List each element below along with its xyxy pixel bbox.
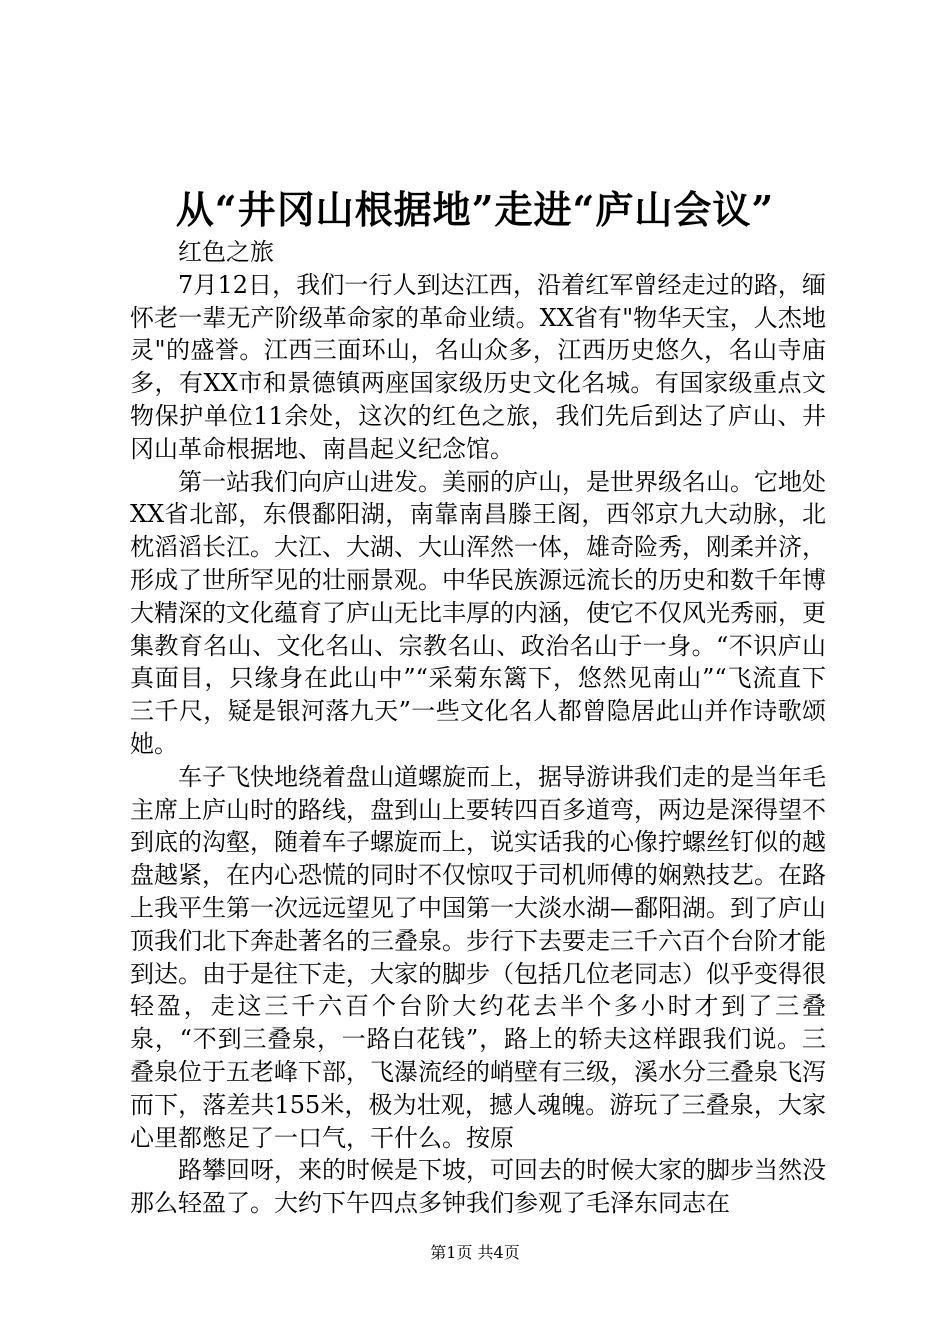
document-title: 从“井冈山根据地”走进“庐山会议” (175, 187, 775, 232)
paragraph: 第一站我们向庐山进发。美丽的庐山，是世界级名山。它地处XX省北部，东偎鄱阳湖，南靠南昌滕王阁，西邻京九大动脉，北枕滔滔长江。大江、大湖、大山浑然一体，雄奇险秀，刚柔并济，形成了世所罕见的壮丽景观。中华民族源远流长的历史和数千年博大精深的文化蕴育了庐山无比丰厚的内涵，使它不仅风光秀丽，更集教育名山、文化名山、宗教名山、政治名山于一身。“不识庐山真面目，只缘身在此山中”“采菊东篱下，悠然见南山”“飞流直下三千尺，疑是银河落九天”一些文化名人都曾隐居此山并作诗歌颂她。 (130, 467, 826, 758)
paragraph: 车子飞快地绕着盘山道螺旋而上，据导游讲我们走的是当年毛主席上庐山时的路线，盘到山上要转四百多道弯，两边是深得望不到底的沟壑，随着车子螺旋而上，说实话我的心像拧螺丝钉似的越盘越紧，在内心恐慌的同时不仅惊叹于司机师傅的娴熟技艺。在路上我平生第一次远远望见了中国第一大淡水湖—鄱阳湖。到了庐山顶我们北下奔赴著名的三叠泉。步行下去要走三千六百个台阶才能到达。由于是往下走，大家的脚步（包括几位老同志）似乎变得很轻盈，走这三千六百个台阶大约花去半个多小时才到了三叠泉，“不到三叠泉，一路白花钱”，路上的轿夫这样跟我们说。三叠泉位于五老峰下部，飞瀑流经的峭壁有三级，溪水分三叠泉飞泻而下，落差共155米，极为壮观，撼人魂魄。游玩了三叠泉，大家心里都憋足了一口气，干什么。按原 (130, 762, 826, 1152)
paragraph: 路攀回呀，来的时候是下坡，可回去的时候大家的脚步当然没那么轻盈了。大约下午四点多钟我们参观了毛泽东同志在 (130, 1156, 826, 1218)
paragraph-subtitle: 红色之旅 (178, 238, 274, 266)
paragraph: 7月12日，我们一行人到达江西，沿着红军曾经走过的路，缅怀老一辈无产阶级革命家的革命业绩。XX省有"物华天宝，人杰地灵"的盛誉。江西三面环山，名山众多，江西历史悠久，名山寺庙多，有XX市和景德镇两座国家级历史文化名城。有国家级重点文物保护单位11余处，这次的红色之旅，我们先后到达了庐山、井冈山革命根据地、南昌起义纪念馆。 (130, 270, 826, 463)
page-number-footer: 第1页 共4页 (430, 1243, 520, 1262)
document-body (130, 236, 826, 1220)
